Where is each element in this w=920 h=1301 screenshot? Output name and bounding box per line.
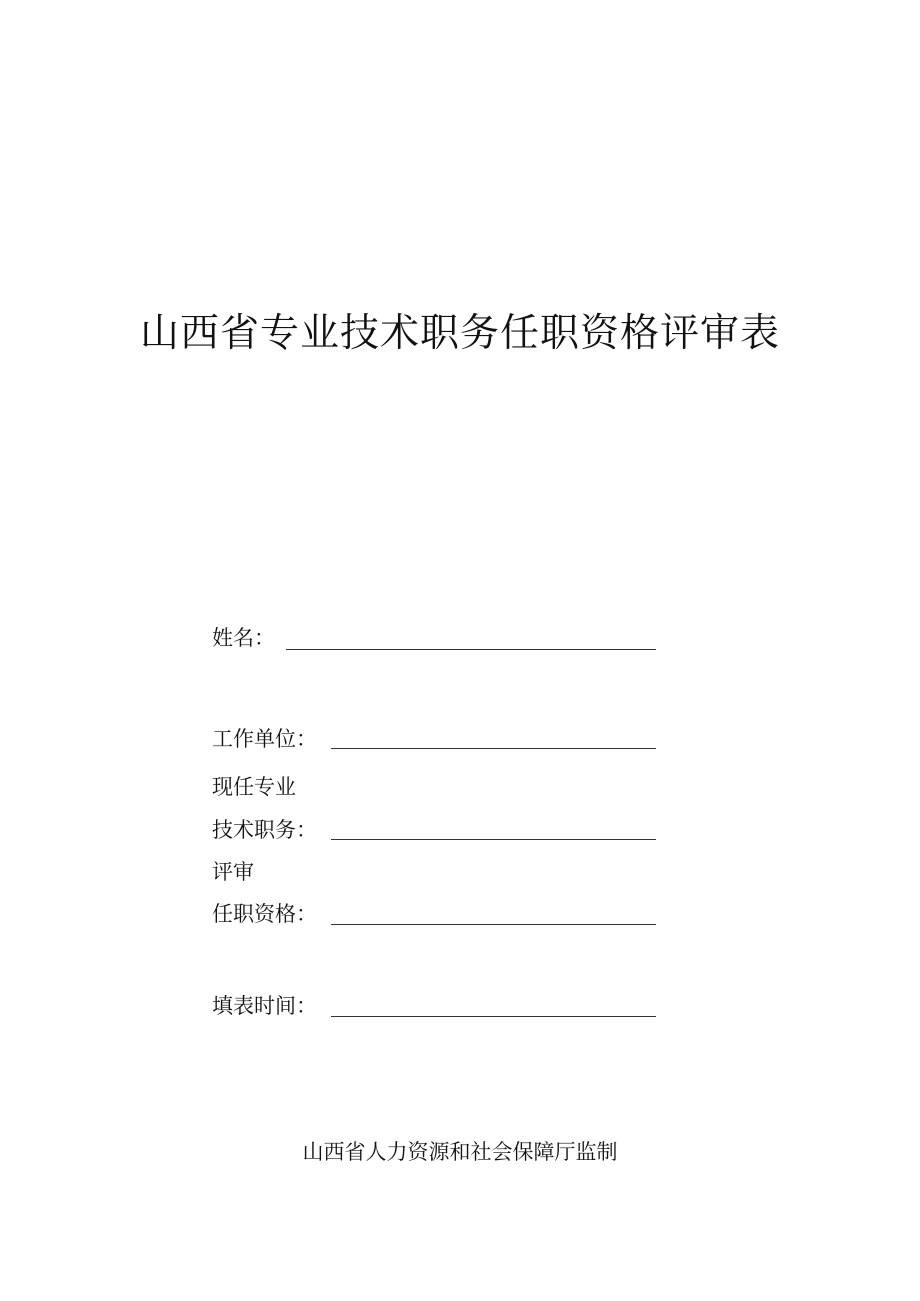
fill-date-field[interactable] <box>331 1016 656 1017</box>
name-field[interactable] <box>286 649 656 650</box>
name-label: 姓名： <box>212 626 275 650</box>
fill-date-label: 填表时间： <box>212 994 317 1018</box>
current-post-field[interactable] <box>331 839 656 840</box>
work-unit-field[interactable] <box>331 748 656 749</box>
work-unit-label: 工作单位： <box>212 727 317 751</box>
document-title: 山西省专业技术职务任职资格评审表 <box>139 311 780 356</box>
review-qualification-field[interactable] <box>331 924 656 925</box>
issuer-footer: 山西省人力资源和社会保障厅监制 <box>302 1140 618 1164</box>
review-qualification-label-line2: 任职资格： <box>212 902 317 926</box>
current-post-label-line2: 技术职务： <box>212 818 317 842</box>
review-qualification-label-line1: 评审 <box>212 860 254 884</box>
current-post-label-line1: 现任专业 <box>212 775 296 799</box>
